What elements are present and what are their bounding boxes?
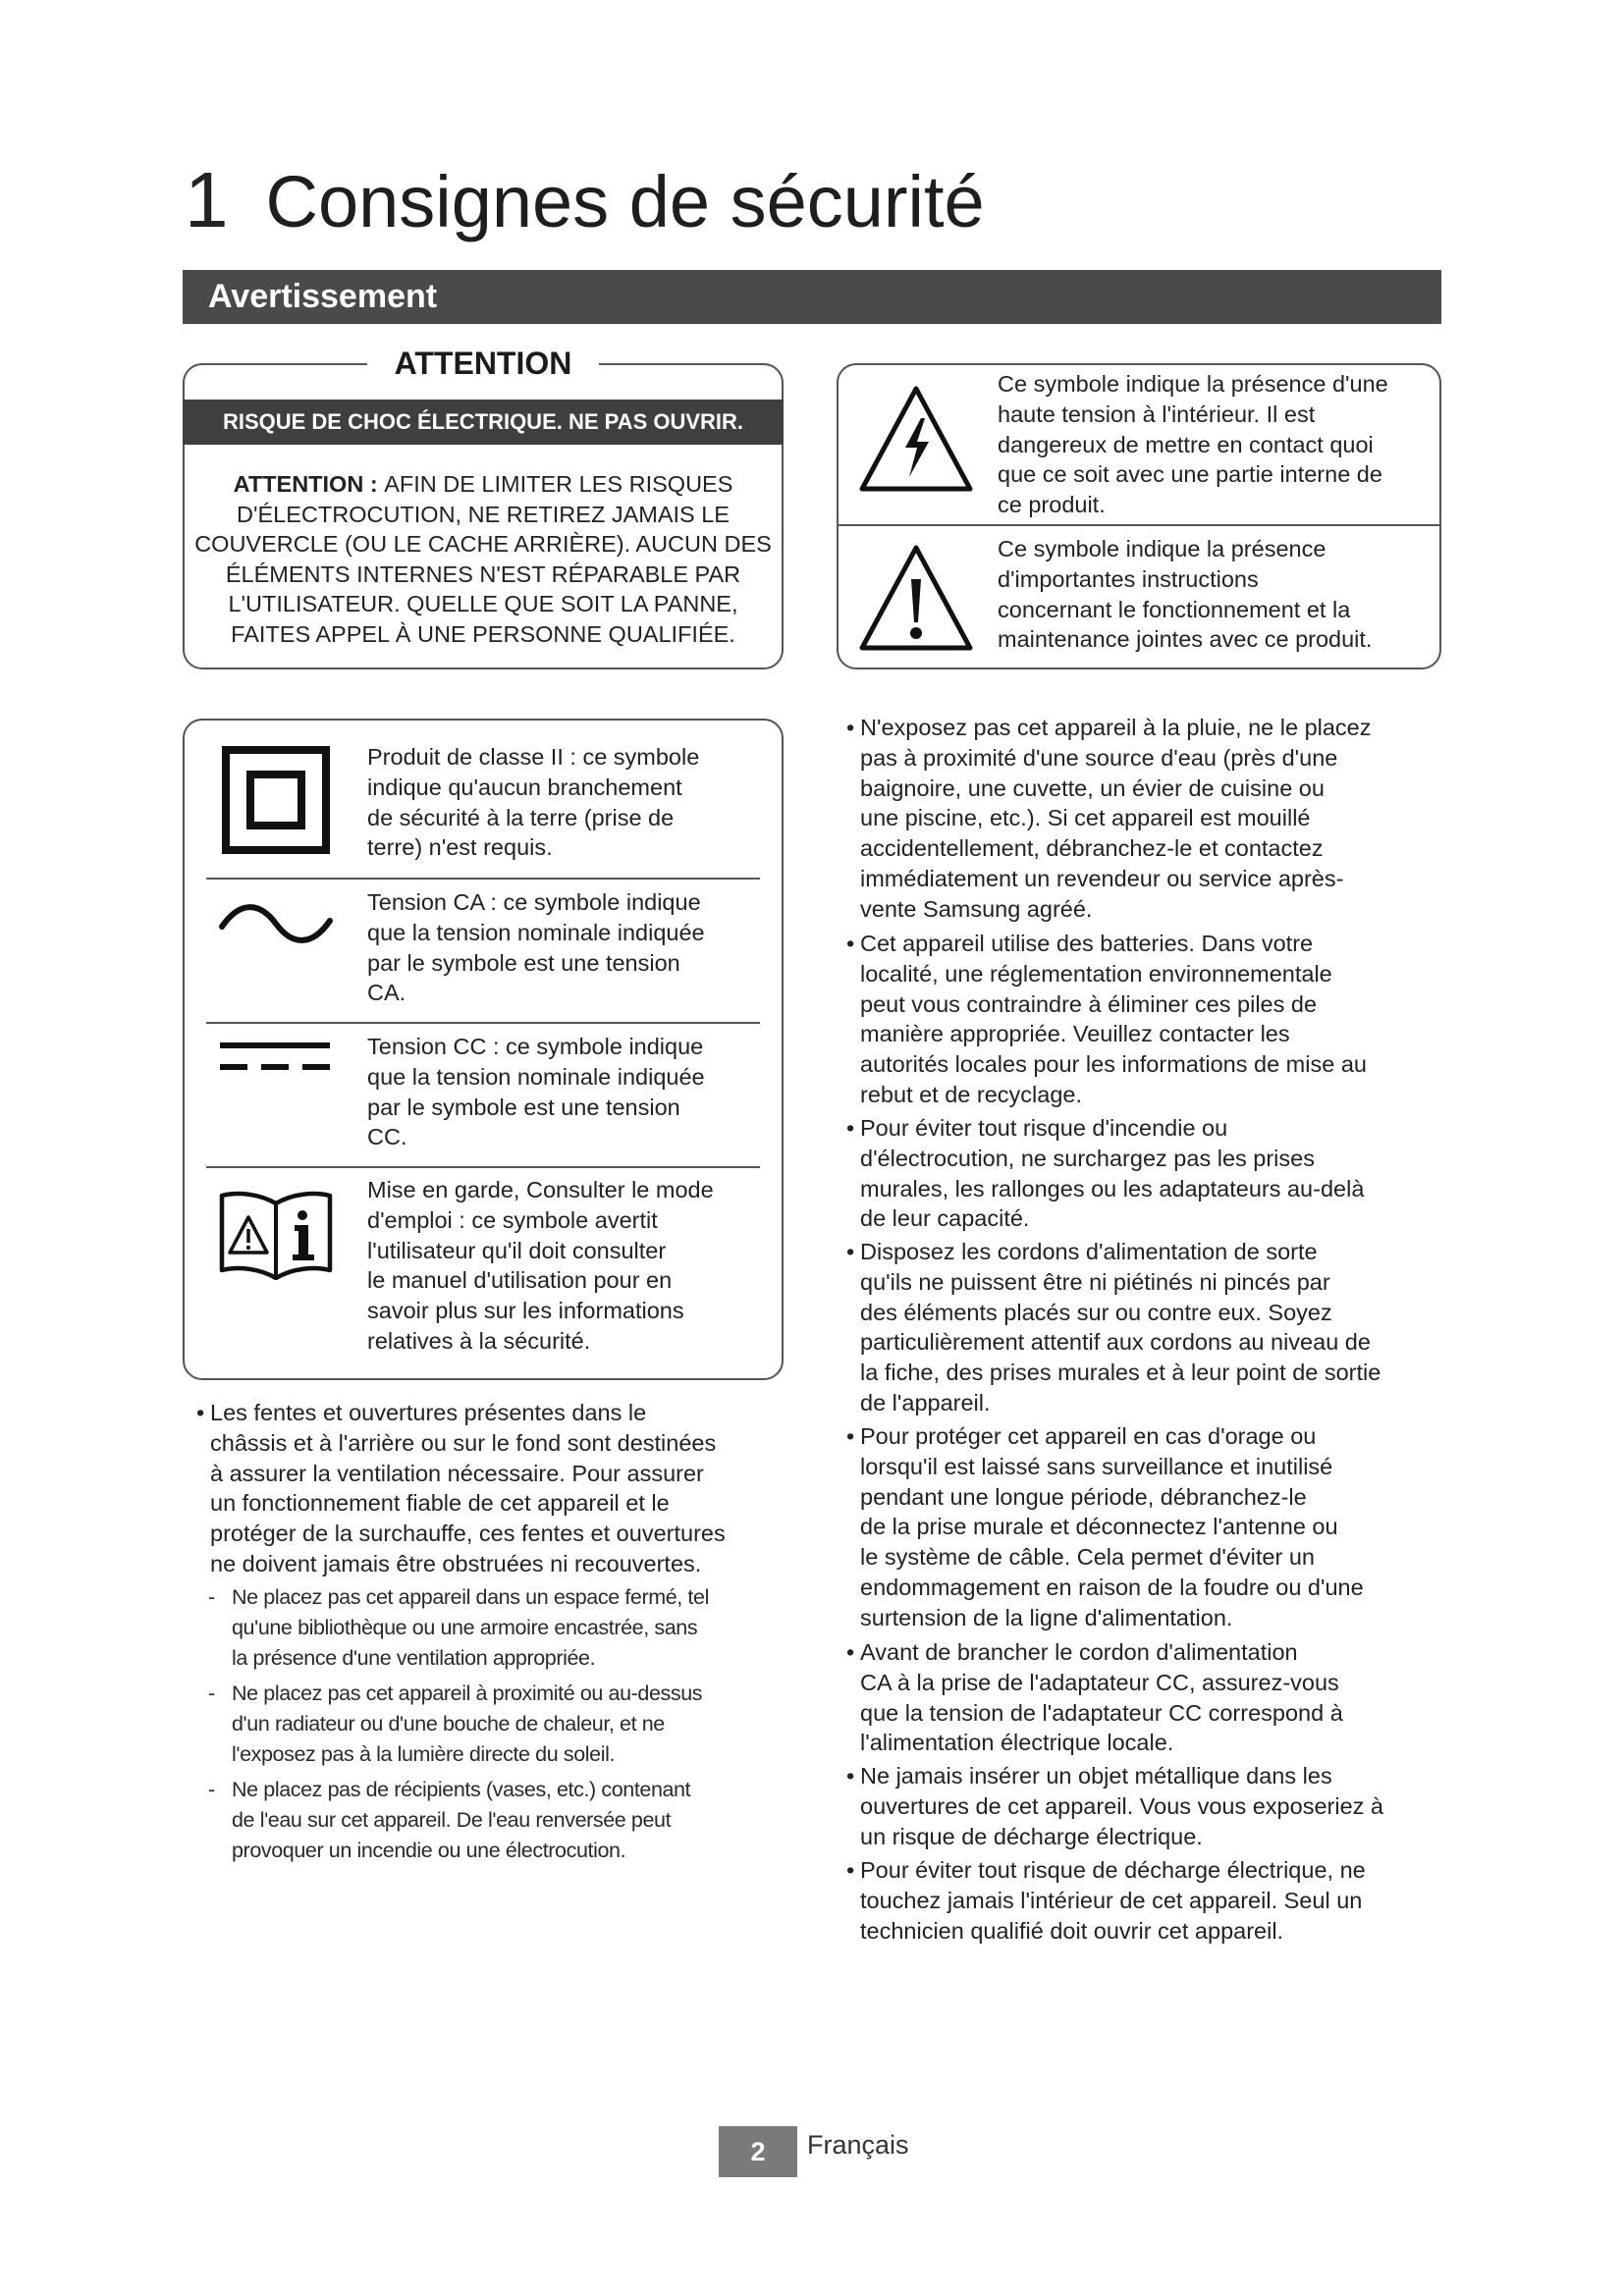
divider <box>206 878 760 880</box>
chapter-number: 1 <box>185 156 229 243</box>
list-item: • N'exposez pas cet appareil à la pluie, ne le placez pas à proximité d'une source d'eau (près d'une baignoire, une cuvette, un évier de cuisine ou une piscine, etc.). Si cet appareil est mouillé accidentellement, débranchez-le et contactez immédiatement un revendeur ou service après- vente Samsung agréé. <box>846 715 1372 922</box>
symbol-description: Tension CA : ce symbole indique que la tension nominale indiquée par le symbole est une tension CA. <box>367 889 705 1006</box>
divider <box>206 1166 760 1168</box>
list-item: • Avant de brancher le cordon d'alimentation CA à la prise de l'adaptateur CC, assurez-vous que la tension de l'adaptateur CC correspond à l'alimentation électrique locale. <box>846 1639 1343 1756</box>
class-ii-double-square-icon <box>222 746 330 854</box>
page-number: 2 <box>719 2126 797 2177</box>
consult-manual-icon <box>216 1186 336 1280</box>
list-item: • Pour protéger cet appareil en cas d'orage ou lorsqu'il est laissé sans surveillance et inutilisé pendant une longue période, débranchez-le de la prise murale et déconnectez l'antenne ou le système de câble. Cela permet d'éviter un endommagement en raison de la foudre ou d'une surtension de la ligne d'alimentation. <box>846 1423 1364 1630</box>
attention-title: ATTENTION <box>210 346 756 382</box>
exclamation-warning-icon <box>856 542 976 658</box>
ac-voltage-wave-icon <box>218 899 334 948</box>
page-title <box>185 155 985 245</box>
divider <box>837 524 1441 526</box>
sub-list-item: - Ne placez pas cet appareil à proximité ou au-dessus d'un radiateur ou d'une bouche de chaleur, et ne l'exposez pas à la lumière directe du soleil. <box>208 1682 703 1766</box>
sub-list-item: - Ne placez pas de récipients (vases, etc.) contenant de l'eau sur cet appareil. De l'eau renversée peut provoquer un incendie ou une électrocution. <box>208 1778 691 1862</box>
section-heading: Avertissement <box>183 270 1441 324</box>
symbol-description: Mise en garde, Consulter le mode d'emploi : ce symbole avertit l'utilisateur qu'il doit consulter le manuel d'utilisation pour en savoir plus sur les informations relatives à la sécurité. <box>367 1177 714 1354</box>
symbol-description: Produit de classe II : ce symbole indique qu'aucun branchement de sécurité à la terre (prise de terre) n'est requis. <box>367 744 700 861</box>
list-item: • Pour éviter tout risque de décharge électrique, ne touchez jamais l'intérieur de cet appareil. Seul un technicien qualifié doit ouvrir cet appareil. <box>846 1857 1366 1944</box>
attention-text: ATTENTION : AFIN DE LIMITER LES RISQUES D'ÉLECTROCUTION, NE RETIREZ JAMAIS LE COUVERCLE (OU LE CACHE ARRIÈRE). AUCUN DES ÉLÉMENTS INTERNES N'EST RÉPARABLE PAR L'UTILISATEUR. QUELLE QUE SOIT LA PANNE, FAITES APPEL À UNE PERSONNE QUALIFIÉE. <box>194 471 772 647</box>
symbol-description: Ce symbole indique la présence d'une haute tension à l'intérieur. Il est dangereux de mettre en contact quoi que ce soit avec une partie interne de ce produit. <box>998 371 1388 518</box>
symbol-description: Tension CC : ce symbole indique que la tension nominale indiquée par le symbole est une tension CC. <box>367 1034 705 1150</box>
list-item: • Les fentes et ouvertures présentes dans le châssis et à l'arrière ou sur le fond sont destinées à assurer la ventilation nécessaire. Pour assurer un fonctionnement fiable de cet appareil et le protéger de la surchauffe, ces fentes et ouvertures ne doivent jamais être obstruées ni recouvertes. <box>196 1400 726 1576</box>
attention-band: RISQUE DE CHOC ÉLECTRIQUE. NE PAS OUVRIR. <box>183 400 784 445</box>
divider <box>206 1022 760 1024</box>
list-item: • Pour éviter tout risque d'incendie ou d'électrocution, ne surchargez pas les prises murales, les rallonges ou les adaptateurs au-delà de leur capacité. <box>846 1115 1365 1232</box>
language-label: Français <box>807 2130 909 2160</box>
list-item: • Ne jamais insérer un objet métallique dans les ouvertures de cet appareil. Vous vous exposeriez à un risque de décharge électrique. <box>846 1763 1383 1849</box>
symbol-description: Ce symbole indique la présence d'importantes instructions concernant le fonctionnement et la maintenance jointes avec ce produit. <box>998 536 1373 653</box>
chapter-title: Consignes de sécurité <box>265 161 985 242</box>
dc-voltage-icon <box>218 1039 332 1078</box>
high-voltage-warning-icon <box>856 383 976 499</box>
sub-list-item: - Ne placez pas cet appareil dans un espace fermé, tel qu'une bibliothèque ou une armoire encastrée, sans la présence d'une ventilation appropriée. <box>208 1585 709 1670</box>
list-item: • Cet appareil utilise des batteries. Dans votre localité, une réglementation environnementale peut vous contraindre à éliminer ces piles de manière appropriée. Veuillez contacter les autorités locales pour les informations de mise au rebut et de recyclage. <box>846 931 1367 1107</box>
list-item: • Disposez les cordons d'alimentation de sorte qu'ils ne puissent être ni piétinés ni pincés par des éléments placés sur ou contre eux. Soyez particulièrement attentif aux cordons au niveau de la fiche, des prises murales et à leur point de sortie de l'appareil. <box>846 1239 1381 1415</box>
